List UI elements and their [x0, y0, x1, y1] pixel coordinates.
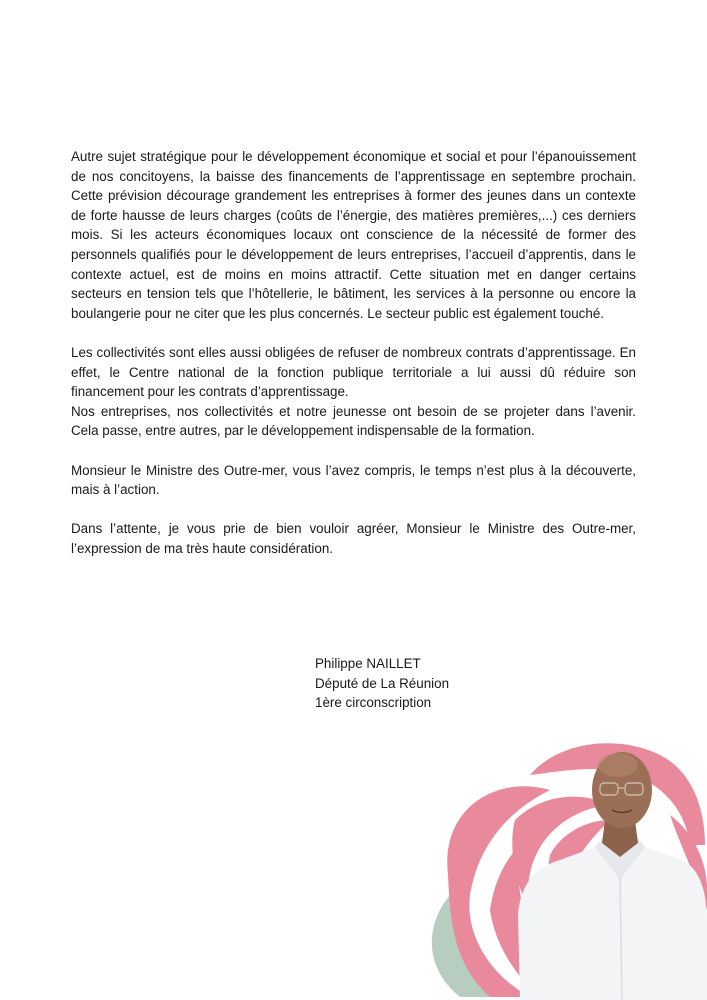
paragraph-closing: Dans l’attente, je vous prie de bien vouloir agréer, Monsieur le Ministre des Outre-mer, l’expression de ma très haute considération. [71, 521, 636, 556]
letter-body [71, 147, 636, 578]
signatory-district: 1ère circonscription [315, 695, 432, 711]
signatory-name: Philippe NAILLET [315, 656, 421, 671]
paragraph-apprenticeship-funding: Autre sujet stratégique pour le développement économique et social et pour l’épanouissement de nos concitoyens, la baisse des financements de l’apprentissage en septembre prochain. Cette prévision décourage grandement les entreprises à former des jeunes dans un contexte de forte hausse de leurs charges (coûts de l’énergie, des matières premières,...) ces derniers mois. Si les acteurs économiques locaux ont conscience de la nécessité de former des personnels qualifiés pour le développement de leurs entreprises, l’accueil d’apprentis, dans le contexte actuel, est de moins en moins attractif. Cette situation met en danger certains secteurs en tension tels que l’hôtellerie, le bâtiment, les services à la personne ou encore la boulangerie pour ne citer que les plus concernés. Le secteur public est également touché. [71, 149, 636, 321]
portrait-head-highlight [598, 753, 638, 777]
branding-visual [420, 735, 707, 1000]
paragraph-call-to-action: Monsieur le Ministre des Outre-mer, vous l’avez compris, le temps n’est plus à la découverte, mais à l’action. [71, 462, 636, 498]
signatory-title: Député de La Réunion [315, 675, 450, 691]
paragraph-local-authorities: Les collectivités sont elles aussi obligées de refuser de nombreux contrats d’apprentissage. En effet, le Centre national de la fonction publique territoriale a lui aussi dû réduire son financement pour les contrats d’apprentissage. [71, 344, 636, 400]
signature-block [315, 654, 449, 713]
paragraph-youth-future: Nos entreprises, nos collectivités et notre jeunesse ont besoin de se projeter dans l’avenir. Cela passe, entre autres, par le développement indispensable de la formation. [71, 403, 636, 439]
rose-emblem-icon [420, 735, 707, 1000]
